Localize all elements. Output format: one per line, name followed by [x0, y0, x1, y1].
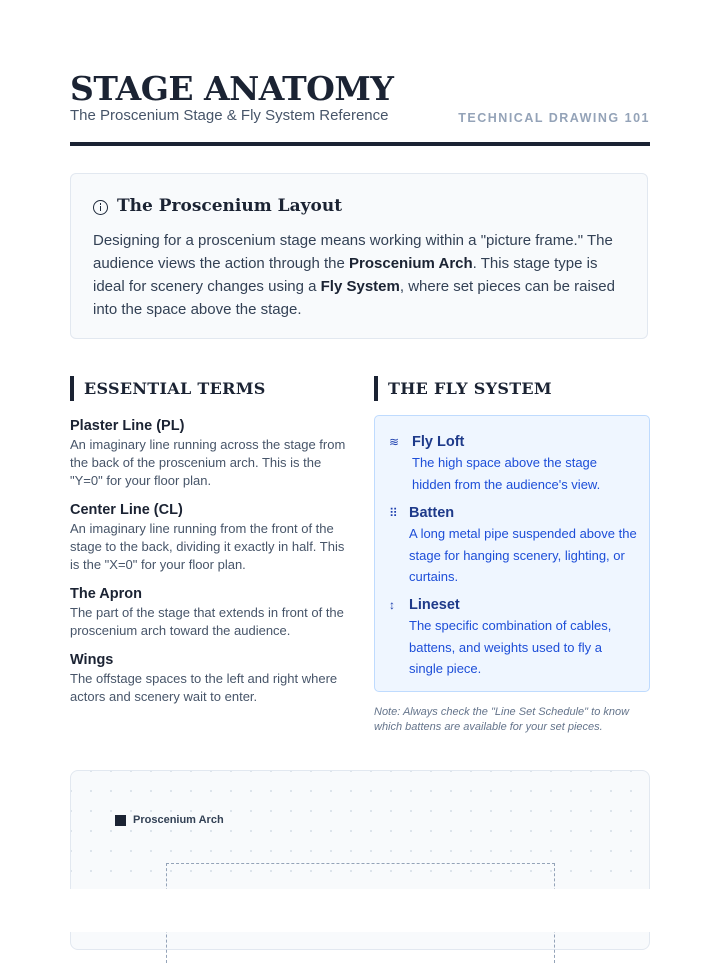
page-bottom-fade [0, 889, 720, 932]
intro-card [70, 173, 648, 339]
term-name: Plaster Line (PL) [70, 418, 185, 434]
term-wings [70, 650, 350, 706]
term-plaster-line [70, 416, 350, 490]
term-definition: An imaginary line running across the stage from the back of the proscenium arch. This is the "Y=0" for your floor plan. [70, 437, 346, 488]
fly-item-name: Batten [409, 505, 455, 521]
term-name: Center Line (CL) [70, 502, 183, 518]
fly-item-definition: The specific combination of cables, battens, and weights used to fly a single piece. [409, 618, 612, 676]
fly-item-definition: A long metal pipe suspended above the stage for hanging scenery, lighting, or curtains. [409, 526, 637, 584]
page-subtitle: The Proscenium Stage & Fly System Reference [70, 107, 389, 124]
layers-icon: ≋ [389, 435, 400, 449]
term-name: The Apron [70, 586, 142, 602]
page-title: STAGE ANATOMY [70, 69, 394, 108]
info-icon [93, 200, 108, 215]
intro-bold-proscenium-arch: Proscenium Arch [349, 255, 473, 272]
header-divider [70, 142, 650, 146]
header [70, 68, 650, 146]
intro-text-part: Designing for a proscenium stage means working within a "picture frame." The audience views the action through the [93, 232, 613, 272]
intro-bold-fly-system: Fly System [320, 278, 400, 295]
fly-system-panel [374, 415, 650, 692]
vertical-arrows-icon: ↕ [389, 598, 395, 612]
fly-item-name: Lineset [409, 597, 460, 613]
term-center-line [70, 500, 350, 574]
legend-swatch [115, 815, 126, 826]
fly-item-name: Fly Loft [412, 434, 465, 450]
term-name: Wings [70, 652, 114, 668]
terms-list [70, 416, 350, 716]
term-apron [70, 584, 350, 640]
intro-text [93, 229, 629, 321]
term-definition: The offstage spaces to the left and right where actors and scenery wait to enter. [70, 671, 338, 704]
line-set-note: Note: Always check the "Line Set Schedule" to know which battens are available for your set pieces. [374, 706, 630, 733]
grip-icon: ⠿ [389, 506, 398, 520]
fly-system-heading: THE FLY SYSTEM [374, 376, 650, 401]
course-label: TECHNICAL DRAWING 101 [458, 111, 650, 125]
intro-text-part: , where set pieces can be raised into the space above the stage. [93, 278, 615, 318]
fly-item-definition: The high space above the stage hidden from the audience's view. [412, 455, 601, 492]
intro-title: The Proscenium Layout [117, 196, 343, 216]
legend-label: Proscenium Arch [133, 814, 224, 826]
term-definition: An imaginary line running from the front of the stage to the back, dividing it exactly in half. This is the "X=0" for your floor plan. [70, 521, 345, 572]
intro-text-part: . This stage type is ideal for scenery changes using a [93, 255, 598, 295]
term-definition: The part of the stage that extends in front of the proscenium arch toward the audience. [70, 605, 344, 638]
essential-terms-heading: ESSENTIAL TERMS [70, 376, 350, 401]
